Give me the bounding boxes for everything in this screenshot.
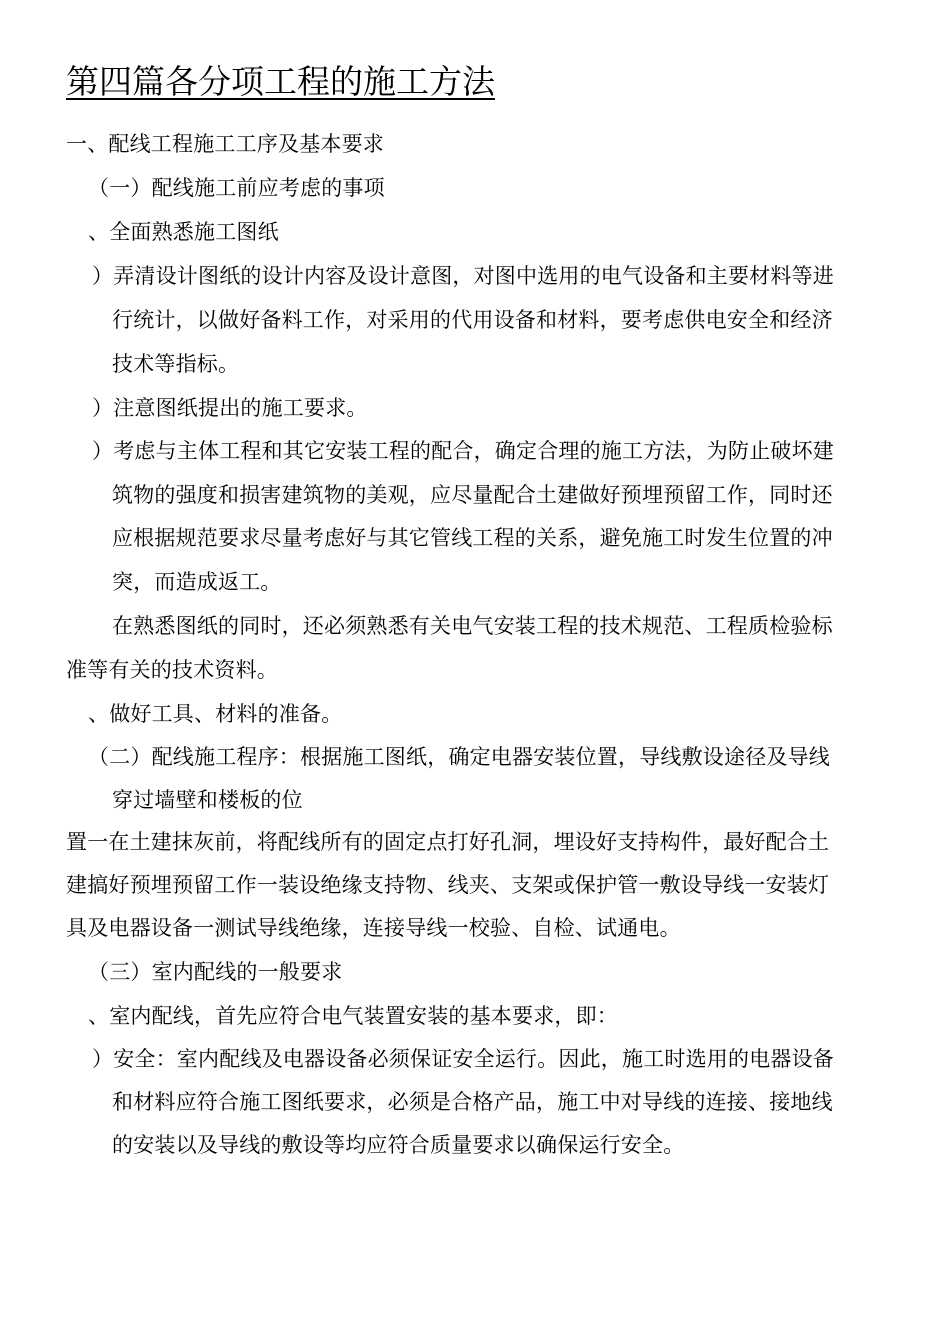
paragraph-line: 筑物的强度和损害建筑物的美观，应尽量配合土建做好预埋预留工作，同时还 <box>112 483 833 507</box>
paragraph-line: 突，而造成返工。 <box>112 570 282 594</box>
paragraph-line: 的安装以及导线的敷设等均应符合质量要求以确保运行安全。 <box>112 1133 685 1157</box>
page-title: 第四篇各分项工程的施工方法 <box>66 62 495 101</box>
paragraph-line: ）弄清设计图纸的设计内容及设计意图，对图中选用的电气设备和主要材料等进 <box>92 264 834 288</box>
list-item: 、做好工具、材料的准备。 <box>88 702 343 726</box>
paragraph-line: 在熟悉图纸的同时，还必须熟悉有关电气安装工程的技术规范、工程质检验标 <box>112 614 833 638</box>
paragraph-line: 穿过墙壁和楼板的位 <box>112 788 303 812</box>
list-item: 、室内配线，首先应符合电气装置安装的基本要求，即： <box>88 1004 618 1028</box>
paragraph-line: 和材料应符合施工图纸要求，必须是合格产品，施工中对导线的连接、接地线 <box>112 1090 833 1114</box>
subsection-heading: （一）配线施工前应考虑的事项 <box>88 176 385 200</box>
paragraph-line: 准等有关的技术资料。 <box>66 658 278 682</box>
paragraph-line: 具及电器设备一测试导线绝缘，连接导线一校验、自检、试通电。 <box>66 916 681 940</box>
paragraph-line: 技术等指标。 <box>112 352 240 376</box>
subsection-heading: （三）室内配线的一般要求 <box>88 960 343 984</box>
list-item: 、全面熟悉施工图纸 <box>88 220 279 244</box>
paragraph-line: ）考虑与主体工程和其它安装工程的配合，确定合理的施工方法，为防止破坏建 <box>92 439 834 463</box>
paragraph-line: ）安全：室内配线及电器设备必须保证安全运行。因此，施工时选用的电器设备 <box>92 1047 834 1071</box>
section-heading: 一、配线工程施工工序及基本要求 <box>66 132 384 156</box>
paragraph-line: ）注意图纸提出的施工要求。 <box>92 396 368 420</box>
paragraph-line: 应根据规范要求尽量考虑好与其它管线工程的关系，避免施工时发生位置的冲 <box>112 526 833 550</box>
paragraph-line: 建搞好预埋预留工作一装设绝缘支持物、线夹、支架或保护管一敷设导线一安装灯 <box>66 873 830 897</box>
paragraph-line: 行统计，以做好备料工作，对采用的代用设备和材料，要考虑供电安全和经济 <box>112 308 833 332</box>
subsection-heading: （二）配线施工程序：根据施工图纸，确定电器安装位置，导线敷设途径及导线 <box>88 745 830 769</box>
paragraph-line: 置一在土建抹灰前，将配线所有的固定点打好孔洞，埋设好支持构件，最好配合土 <box>66 830 830 854</box>
